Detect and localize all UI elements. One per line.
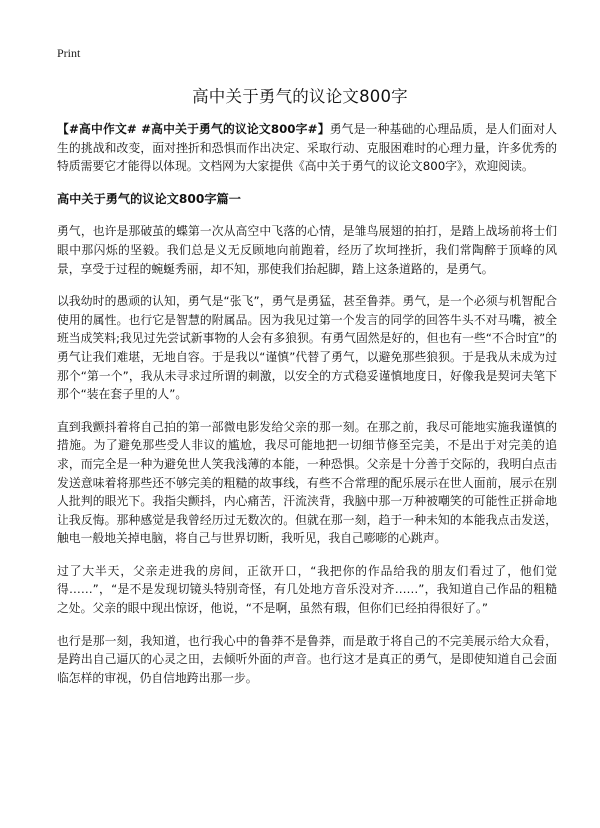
paragraph-5: 也行是那一刻，我知道，也行我心中的鲁莽不是鲁莽，而是敢于将自己的不完美展示给大众看，是跨出自己逼仄的心灵之田，去倾听外面的声音。也行这才是真正的勇气，是即使知道自己会面临怎样的审视，仍自信地跨出那一步。 — [57, 633, 557, 685]
page-title: 高中关于勇气的议论文800字 — [192, 87, 408, 106]
print-label: Print — [57, 46, 81, 60]
intro-tag: 【#高中作文# #高中关于勇气的议论文800字#】 — [57, 122, 330, 136]
paragraph-3: 直到我颤抖着将自己拍的第一部微电影发给父亲的那一刻。在那之前，我尽可能地实施我谨慎的措施。为了避免那些受人非议的尴尬，我尽可能地把一切细节修至完美，不是出于对完美的追求，而完全是一种为避免世人笑我浅薄的本能，一种恐惧。父亲是十分善于交际的，我明白点击发送意味着将那些还不够完美的粗糙的故事线，有些不合常理的配乐展示在世人面前，展示在别人批判的眼光下。我指尖颤抖，内心痛苦，汗流浃背，我脑中那一万种被嘲笑的可能性正拼命地让我反悔。那种感觉是我曾经历过无数次的。但就在那一刻，趋于一种未知的本能我点击发送，触电一般地关掉电脑，将自己与世界切断，我听见，我自己嘭嘭的心跳声。 — [57, 419, 557, 546]
section-heading: 高中关于勇气的议论文800字篇一 — [57, 191, 241, 206]
paragraph-2: 以我幼时的愚顽的认知，勇气是“张飞”，勇气是勇猛，甚至鲁莽。勇气，是一个必须与机智配合使用的属性。也行它是智慧的附属品。因为我见过第一个发言的同学的回答牛头不对马嘴，被全班当成笑料;我见过先尝试新事物的人会有多狼狈。有勇气固然是好的，但也有一些“不合时宜”的勇气让我们难堪，无地自容。于是我以“谨慎”代替了勇气，以避免那些狼狈。于是我从未成为过那个“第一个”，我从未寻求过所谓的刺激，以安全的方式稳妥谨慎地度日，好像我是契诃夫笔下那个“装在套子里的人”。 — [57, 294, 557, 402]
paragraph-4: 过了大半天，父亲走进我的房间，正欲开口，“我把你的作品给我的朋友们看过了，他们觉得……”，“是不是发现切镜头特别奇怪，有几处地方音乐没对齐……”，我知道自己作品的粗糙之处。父亲的眼中现出惊讶，他说，“不是啊，虽然有瑕，但你们已经拍得很好了。” — [57, 563, 557, 616]
intro-text: 勇气是一种基础的心理品质，是人们面对人生的挑战和改变，面对挫折和恐惧而作出决定、采取行动、克服困难时的心理力量，许多优秀的特质需要它才能得以体现。文档网为大家提供《高中关于勇气的议论文800字》，欢迎阅读。 — [57, 122, 557, 174]
article-body — [57, 120, 557, 701]
intro-paragraph — [57, 120, 557, 176]
paragraph-1: 勇气，也许是那破茧的蝶第一次从高空中飞落的心情，是雏鸟展翅的拍打，是踏上战场前将士们眼中那闪烁的坚毅。我们总是义无反顾地向前跑着，经历了坎坷挫折，我们常陶醉于顶峰的风景，享受于过程的蜿蜒秀丽，却不知，那使我们抬起脚，踏上这条道路的，是勇气。 — [57, 224, 557, 276]
